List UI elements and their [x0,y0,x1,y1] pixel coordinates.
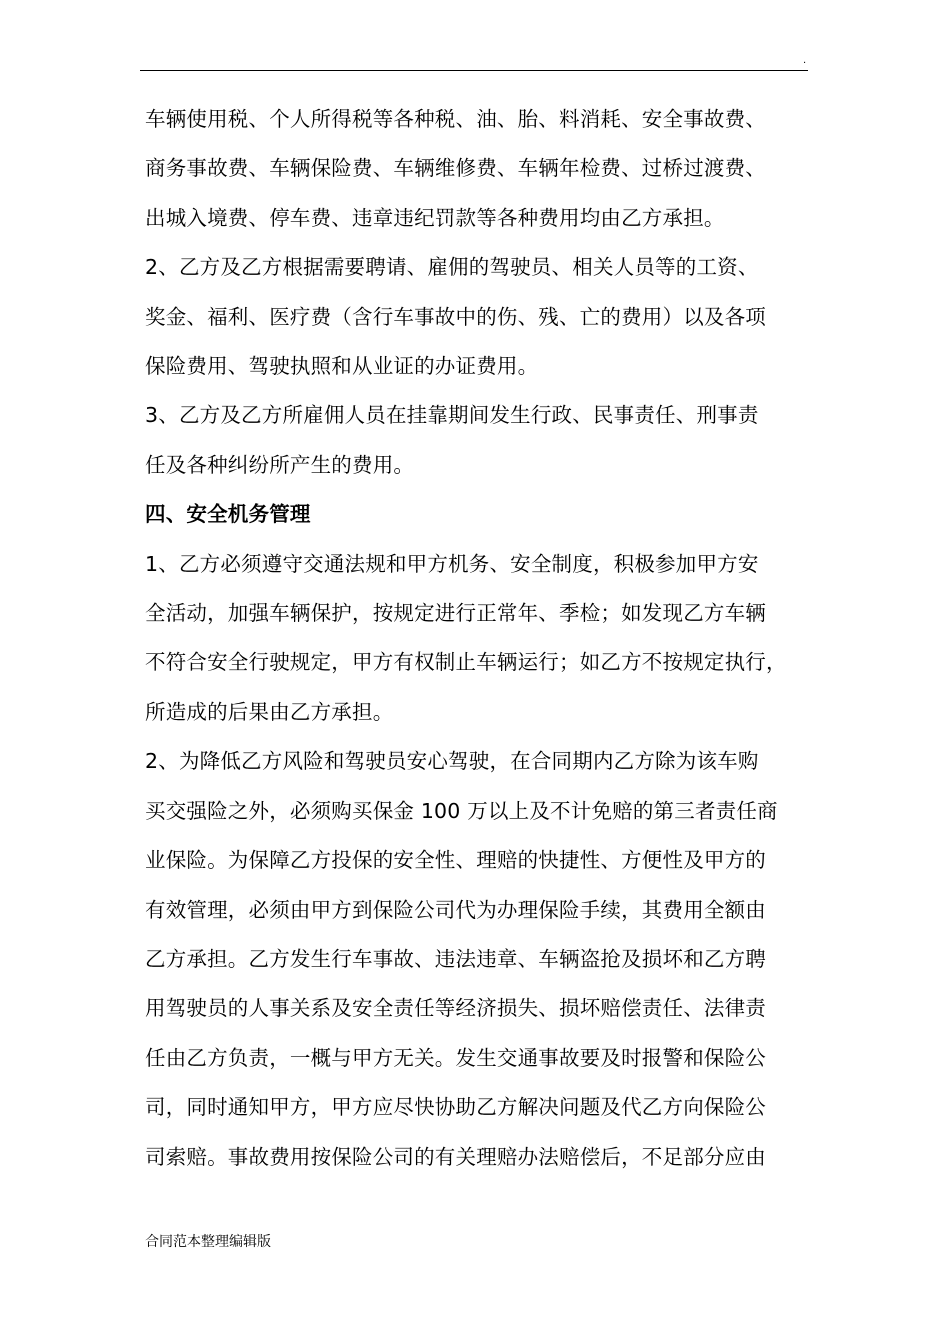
header-mark: . [803,55,807,66]
text-line: 出城入境费、停车费、违章违纪罚款等各种费用均由乙方承担。 [145,205,725,230]
text-line: 买交强险之外，必须购买保金 100 万以上及不计免赔的第三者责任商 [145,798,778,823]
text-line: 司索赔。事故费用按保险公司的有关理赔办法赔偿后，不足部分应由 [145,1144,766,1169]
text-line: 不符合安全行驶规定，甲方有权制止车辆运行；如乙方不按规定执行， [145,650,787,675]
footer-text: 合同范本整理编辑版 [145,1234,271,1250]
text-line: 司，同时通知甲方，甲方应尽快协助乙方解决问题及代乙方向保险公 [145,1095,766,1120]
text-line: 全活动，加强车辆保护，按规定进行正常年、季检；如发现乙方车辆 [145,601,766,626]
text-line: 奖金、福利、医疗费（含行车事故中的伤、残、亡的费用）以及各项 [145,304,766,329]
text-line: 保险费用、驾驶执照和从业证的办证费用。 [145,354,539,379]
document-body [145,95,820,1182]
text-line: 任由乙方负责，一概与甲方无关。发生交通事故要及时报警和保险公 [145,1045,766,1070]
text-line: 所造成的后果由乙方承担。 [145,699,394,724]
text-line: 车辆使用税、个人所得税等各种税、油、胎、料消耗、安全事故费、 [145,107,766,131]
text-line: 有效管理，必须由甲方到保险公司代为办理保险手续，其费用全额由 [145,897,766,922]
text-line: 商务事故费、车辆保险费、车辆维修费、车辆年检费、过桥过渡费、 [145,156,766,181]
text-line: 2、乙方及乙方根据需要聘请、雇佣的驾驶员、相关人员等的工资、 [145,255,759,280]
text-line: 任及各种纠纷所产生的费用。 [145,452,415,477]
text-line: 业保险。为保障乙方投保的安全性、理赔的快捷性、方便性及甲方的 [145,848,766,873]
text-line: 3、乙方及乙方所雇佣人员在挂靠期间发生行政、民事责任、刑事责 [145,403,759,428]
section-heading: 四、安全机务管理 [145,502,311,527]
text-line: 用驾驶员的人事关系及安全责任等经济损失、损坏赔偿责任、法律责 [145,996,766,1021]
text-line: 乙方承担。乙方发生行车事故、违法违章、车辆盗抢及损坏和乙方聘 [145,946,766,971]
text-line: 2、为降低乙方风险和驾驶员安心驾驶，在合同期内乙方除为该车购 [145,749,759,774]
header-rule [140,70,808,71]
text-line: 1、乙方必须遵守交通法规和甲方机务、安全制度，积极参加甲方安 [145,551,759,576]
